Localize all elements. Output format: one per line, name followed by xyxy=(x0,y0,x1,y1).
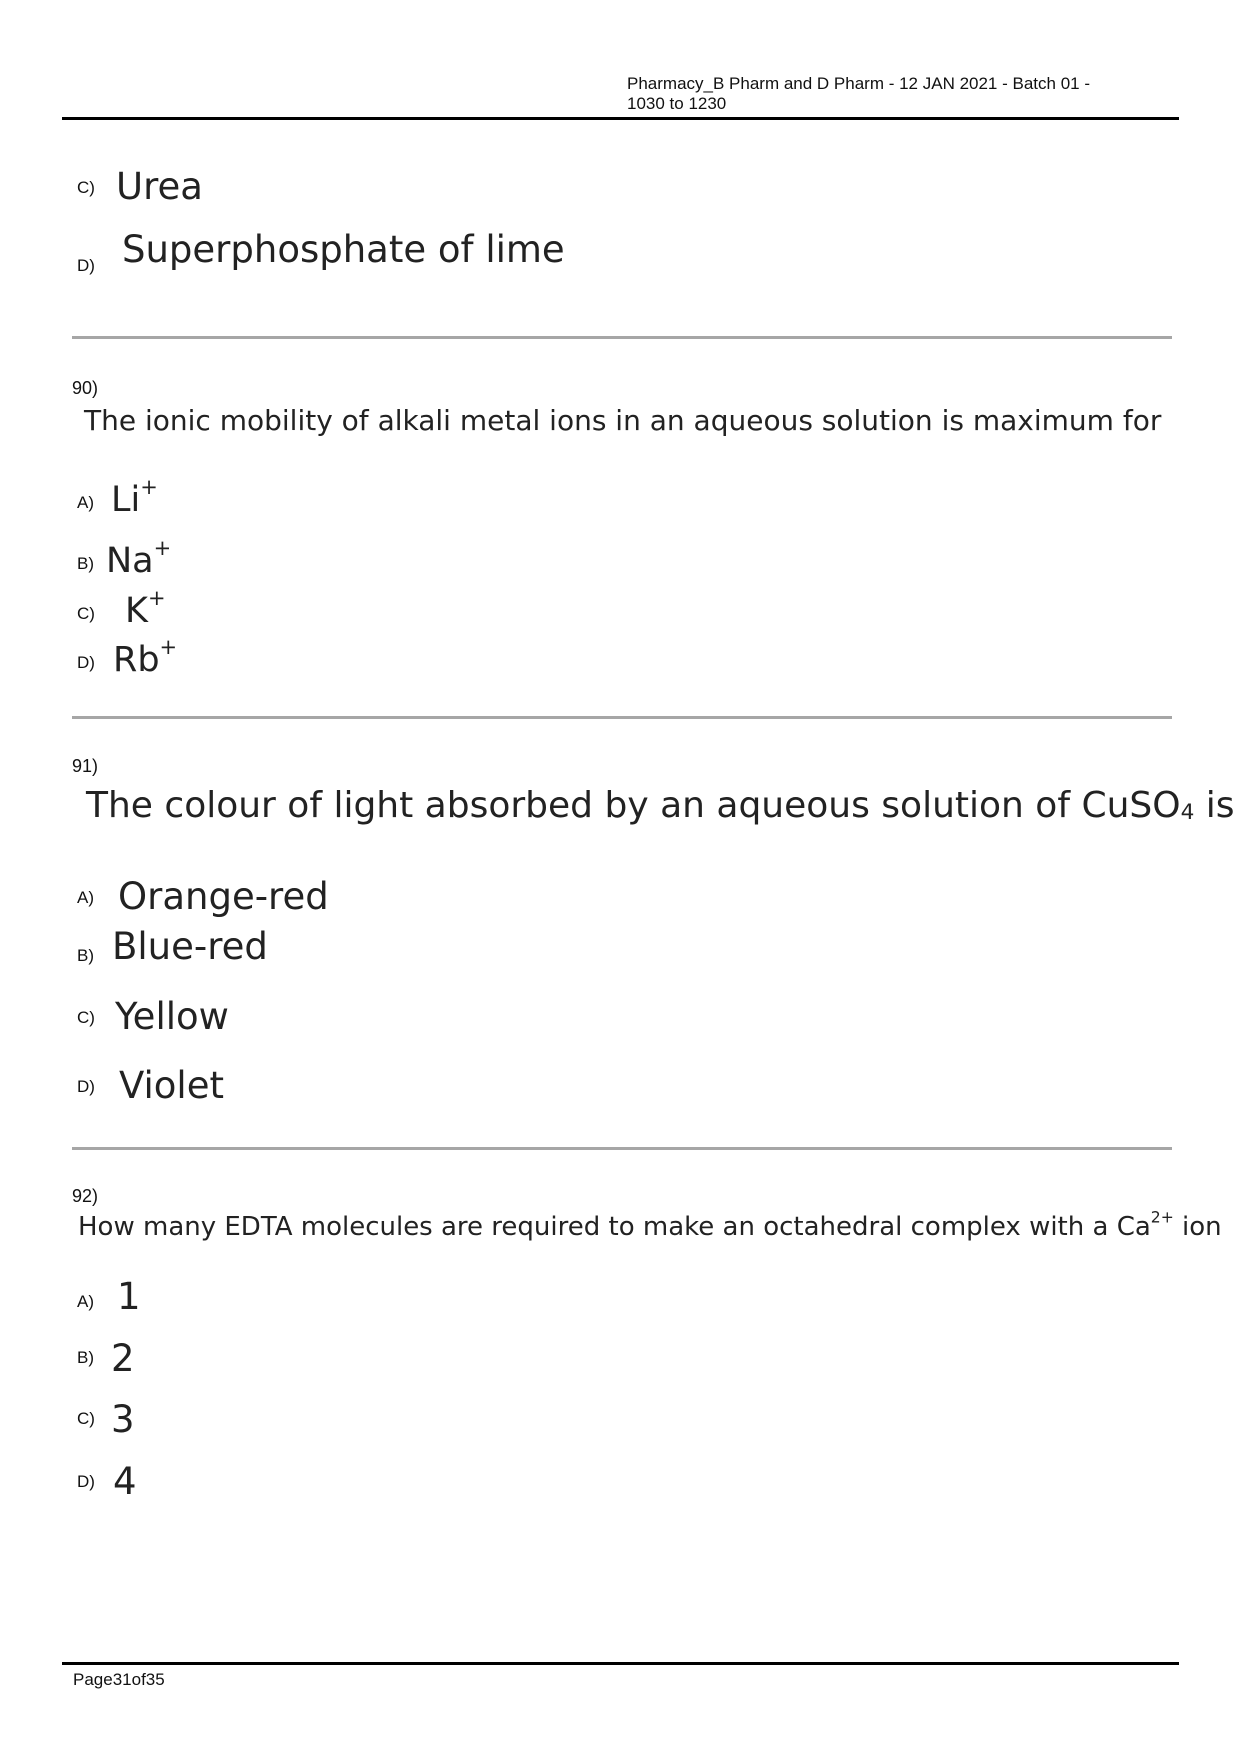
q92-option-b-label: B) xyxy=(77,1348,94,1367)
question-91-subscript: 4 xyxy=(1180,800,1195,826)
q90-option-d xyxy=(113,635,178,680)
q92-option-a-text: 1 xyxy=(117,1275,141,1318)
question-separator xyxy=(72,1147,1172,1150)
question-92-superscript: 2+ xyxy=(1150,1208,1174,1227)
q90-option-c-label: C) xyxy=(77,604,95,623)
q90-option-a-label: A) xyxy=(77,493,94,512)
q91-option-c-text: Yellow xyxy=(115,995,229,1038)
q92-option-a-label: A) xyxy=(77,1292,94,1311)
question-92-text-after: ion xyxy=(1173,1212,1222,1242)
footer-rule xyxy=(62,1662,1179,1665)
q90-option-c-sup: + xyxy=(147,586,166,611)
q90-option-a-base: Li xyxy=(111,480,141,520)
question-separator xyxy=(72,336,1172,339)
q91-option-c-label: C) xyxy=(77,1008,95,1027)
header-rule xyxy=(62,117,1179,120)
header-line-2: 1030 to 1230 xyxy=(627,94,727,113)
prev-option-d-text: Superphosphate of lime xyxy=(122,228,565,271)
q90-option-d-label: D) xyxy=(77,653,95,672)
q92-option-d-text: 4 xyxy=(113,1460,137,1503)
question-92-number: 92) xyxy=(72,1186,99,1206)
question-91-number: 91) xyxy=(72,756,99,776)
q90-option-c xyxy=(125,586,166,631)
q91-option-a-label: A) xyxy=(77,888,94,907)
q90-option-b xyxy=(106,536,172,581)
prev-option-c-label: C) xyxy=(77,178,95,197)
q90-option-a-sup: + xyxy=(140,475,158,500)
question-91-text-after: is xyxy=(1194,785,1235,826)
q90-option-d-sup: + xyxy=(159,635,178,660)
q91-option-d-label: D) xyxy=(77,1077,95,1096)
question-92-text xyxy=(78,1208,1222,1242)
q92-option-d-label: D) xyxy=(77,1472,95,1491)
prev-option-d-label: D) xyxy=(77,256,95,275)
header-line-1: Pharmacy_B Pharm and D Pharm - 12 JAN 2021 - Batch 01 - xyxy=(627,74,1090,93)
q91-option-a-text: Orange-red xyxy=(118,875,329,918)
q92-option-c-text: 3 xyxy=(111,1398,135,1441)
q90-option-b-label: B) xyxy=(77,554,94,573)
q90-option-b-base: Na xyxy=(106,541,154,581)
q91-option-b-text: Blue-red xyxy=(112,925,268,968)
q91-option-b-label: B) xyxy=(77,946,94,965)
page-header xyxy=(627,74,1147,114)
question-91-text xyxy=(86,785,1235,826)
q90-option-d-base: Rb xyxy=(113,640,160,680)
question-91-text-before: The colour of light absorbed by an aqueous solution of CuSO xyxy=(86,785,1181,826)
question-90-number: 90) xyxy=(72,378,99,398)
question-separator xyxy=(72,716,1172,719)
q90-option-a xyxy=(111,475,158,520)
page-number: Page31of35 xyxy=(73,1670,165,1689)
q90-option-b-sup: + xyxy=(153,536,172,561)
prev-option-c-text: Urea xyxy=(116,165,203,208)
question-92-text-before: How many EDTA molecules are required to make an octahedral complex with a Ca xyxy=(78,1212,1151,1242)
q92-option-c-label: C) xyxy=(77,1409,95,1428)
q91-option-d-text: Violet xyxy=(119,1064,224,1107)
q90-option-c-base: K xyxy=(125,591,148,631)
q92-option-b-text: 2 xyxy=(111,1337,135,1380)
question-90-text: The ionic mobility of alkali metal ions in an aqueous solution is maximum for xyxy=(84,404,1162,437)
